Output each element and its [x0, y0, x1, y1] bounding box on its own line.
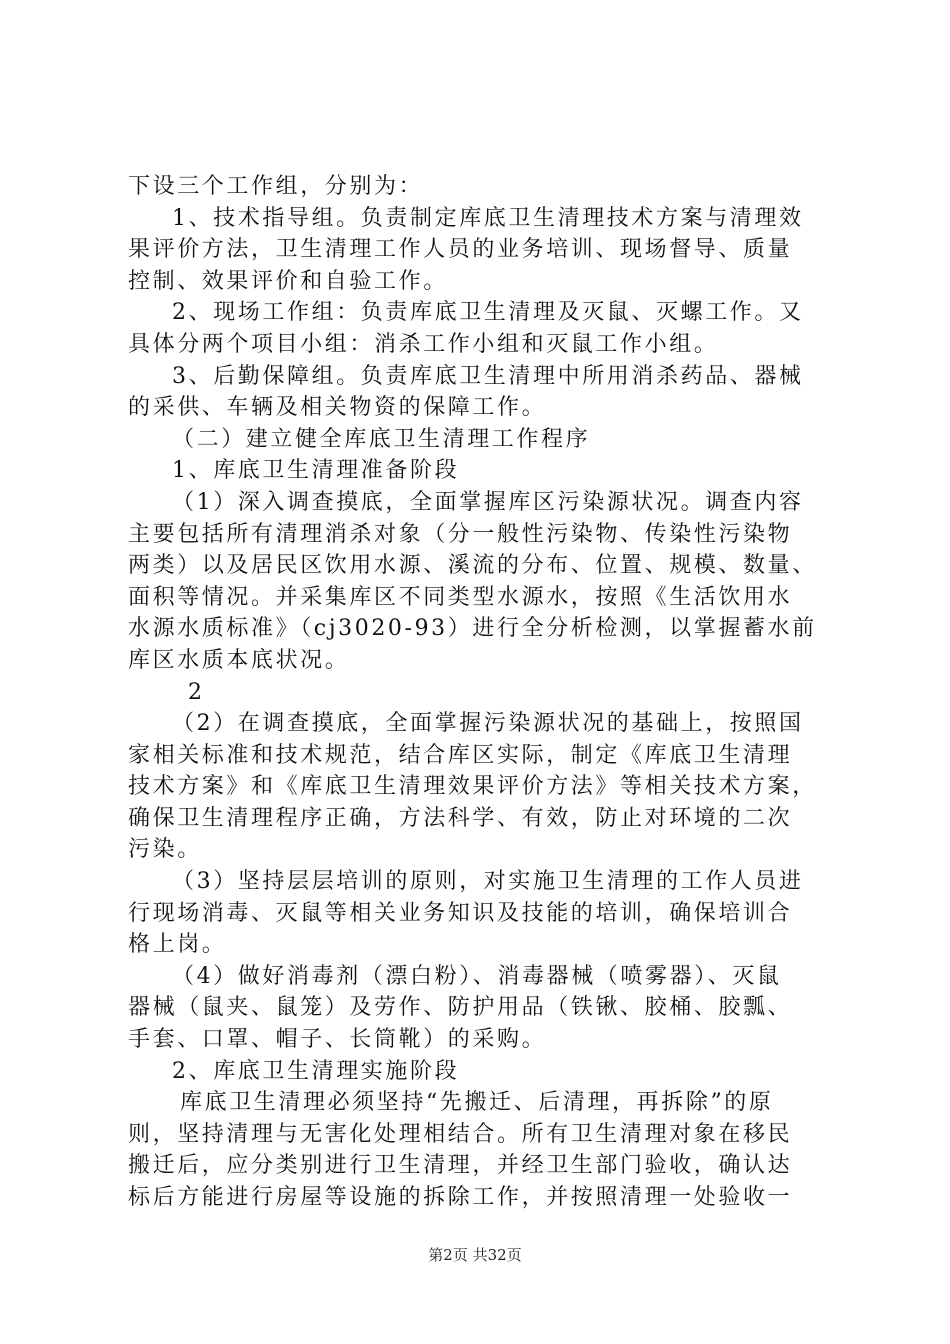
text-line: 行现场消毒、灭鼠等相关业务知识及技能的培训，确保培训合 — [128, 900, 793, 926]
text-line: 则，坚持清理与无害化处理相结合。所有卫生清理对象在移民 — [128, 1121, 793, 1147]
text-line: 搬迁后，应分类别进行卫生清理，并经卫生部门验收，确认达 — [128, 1153, 793, 1179]
text-line: 技术方案》和《库底卫生清理效果评价方法》等相关技术方案， — [128, 774, 817, 800]
text-line: 控制、效果评价和自验工作。 — [128, 268, 448, 294]
text-line: （4）做好消毒剂（漂白粉）、消毒器械（喷雾器）、灭鼠 — [172, 963, 782, 989]
stray-number: 2 — [188, 679, 205, 705]
text-line: （2）在调查摸底，全面掌握污染源状况的基础上，按照国 — [172, 711, 804, 737]
text-line: 两类）以及居民区饮用水源、溪流的分布、位置、规模、数量、 — [128, 553, 817, 579]
text-line: 家相关标准和技术规范，结合库区实际，制定《库底卫生清理 — [128, 742, 793, 768]
text-line: 格上岗。 — [128, 932, 227, 958]
text-line: 手套、口罩、帽子、长筒靴）的采购。 — [128, 1027, 547, 1053]
text-line: 具体分两个项目小组：消杀工作小组和灭鼠工作小组。 — [128, 331, 719, 357]
text-line: 果评价方法，卫生清理工作人员的业务培训、现场督导、质量 — [128, 237, 793, 263]
document-body — [128, 171, 828, 1214]
subsection-heading: 2、库底卫生清理实施阶段 — [172, 1058, 460, 1084]
text-line: 库底卫生清理必须坚持“先搬迁、后清理，再拆除”的原 — [180, 1090, 774, 1116]
text-line: 污染。 — [128, 837, 202, 863]
text-line: 下设三个工作组，分别为： — [128, 174, 424, 199]
text-line: 1、技术指导组。负责制定库底卫生清理技术方案与清理效 — [172, 205, 804, 231]
page-footer: 第2页 共32页 — [428, 1246, 522, 1264]
text-line: （3）坚持层层培训的原则，对实施卫生清理的工作人员进 — [172, 869, 804, 895]
text-line: 器械（鼠夹、鼠笼）及劳作、防护用品（铁锹、胶桶、胶瓢、 — [128, 995, 793, 1021]
text-line: 水源水质标准》（cj3020-93）进行全分析检测，以掌握蓄水前 — [128, 616, 817, 642]
text-line: 的采供、车辆及相关物资的保障工作。 — [128, 395, 547, 421]
text-line: 3、后勤保障组。负责库底卫生清理中所用消杀药品、器械 — [172, 363, 804, 389]
text-line: （1）深入调查摸底，全面掌握库区污染源状况。调查内容 — [172, 489, 804, 515]
text-line: 确保卫生清理程序正确，方法科学、有效，防止对环境的二次 — [128, 805, 793, 831]
text-line: 面积等情况。并采集库区不同类型水源水，按照《生活饮用水 — [128, 584, 793, 610]
text-line: 标后方能进行房屋等设施的拆除工作，并按照清理一处验收一 — [128, 1185, 793, 1210]
section-heading: （二）建立健全库底卫生清理工作程序 — [172, 426, 591, 452]
text-line: 库区水质本底状况。 — [128, 647, 350, 673]
text-line: 2、现场工作组：负责库底卫生清理及灭鼠、灭螺工作。又 — [172, 300, 804, 326]
text-line: 主要包括所有清理消杀对象（分一般性污染物、传染性污染物 — [128, 521, 793, 547]
subsection-heading: 1、库底卫生清理准备阶段 — [172, 458, 460, 484]
